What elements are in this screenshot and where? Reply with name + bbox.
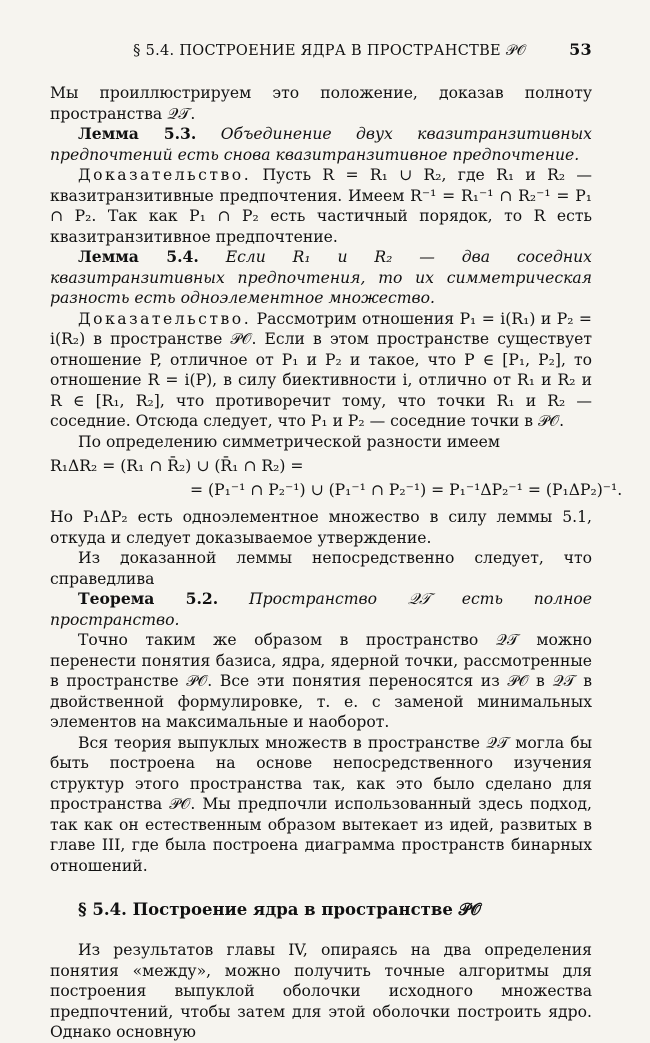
running-header — [50, 40, 592, 59]
lemma-5-3-label: Лемма 5.3. — [78, 124, 197, 143]
paragraph-intro: Мы проиллюстрируем это положение, доказав полноту пространства 𝒬𝒯. — [50, 84, 592, 123]
formula-line-1: R₁ΔR₂ = (R₁ ∩ R̄₂) ∪ (R̄₁ ∩ R₂) = — [50, 457, 304, 475]
section-heading: § 5.4. Построение ядра в пространстве 𝒫𝒪 — [78, 900, 481, 919]
paragraph-theory: Вся теория выпуклых множеств в пространстве 𝒬𝒯 могла бы быть построена на основе непосредственного изучения структур этого пространства так, как это было сделано для пространства 𝒫𝒪. Мы предпочли использованный здесь подход, так как он естественным образом вытекает из идей, развитых в главе III, где была построена диаграмма пространств бинарных отношений. — [50, 733, 592, 875]
running-head: § 5.4. ПОСТРОЕНИЕ ЯДРА В ПРОСТРАНСТВЕ 𝒫𝒪 — [133, 43, 527, 59]
proof-5-4-text: Рассмотрим отношения P₁ = i(R₁) и P₂ = i(R₂) в пространстве 𝒫𝒪. Если в этом пространстве существует отношение P, отличное от P₁ и P₂ и такое, что P ∈ [P₁, P₂], то отношение R = i(P), в силу биективности i, отлично от R₁ и R₂ и R ∈ [R₁, R₂], что противоречит тому, что точки R₁ и R₂ — соседние. Отсюда следует, что P₁ и P₂ — соседние точки в 𝒫𝒪. — [50, 309, 592, 430]
theorem-5-2 — [50, 589, 592, 630]
theorem-text: Пространство 𝒬𝒯 есть полное пространство. — [50, 590, 592, 629]
lemma-5-3-text: Объединение двух квазитранзитивных предпочтений есть снова квазитранзитивное предпочтение. — [50, 125, 592, 164]
paragraph-transfer: Точно таким же образом в пространство 𝒬𝒯 можно перенести понятия базиса, ядра, ядерной точки, рассмотренные в пространстве 𝒫𝒪. Все эти понятия переносятся из 𝒫𝒪 в 𝒬𝒯 в двойственной формулировке, т. е. с заменой минимальных элементов на максимальные и наоборот. — [50, 631, 592, 731]
formula-line-2: = (P₁⁻¹ ∩ P₂⁻¹) ∪ (P₁⁻¹ ∩ P₂⁻¹) = P₁⁻¹ΔP₂⁻¹ = (P₁ΔP₂)⁻¹. — [190, 481, 623, 499]
lemma-5-4-text: Если R₁ и R₂ — два соседних квазитранзитивных предпочтения, то их симметрическая разность есть одноэлементное множество. — [50, 248, 592, 307]
paragraph-follows: Из доказанной леммы непосредственно следует, что справедлива — [50, 549, 592, 588]
paragraph-conclusion: Но P₁ΔP₂ есть одноэлементное множество в силу леммы 5.1, откуда и следует доказываемое утверждение. — [50, 508, 592, 547]
proof-5-3 — [50, 165, 592, 247]
paragraph-definition: По определению симметрической разности имеем — [78, 432, 500, 451]
page-number: 53 — [569, 40, 592, 59]
theorem-label: Теорема 5.2. — [78, 589, 219, 608]
proof-5-3-text: Пусть R = R₁ ∪ R₂, где R₁ и R₂ — квазитранзитивные предпочтения. Имеем R⁻¹ = R₁⁻¹ ∩ R₂⁻¹ = P₁ ∩ P₂. Так как P₁ ∩ P₂ есть частичный порядок, то R есть квазитранзитивное предпочтение. — [50, 166, 592, 246]
proof-label: Доказательство. — [78, 166, 252, 184]
lemma-5-3 — [50, 124, 592, 165]
lemma-5-4-label: Лемма 5.4. — [78, 247, 199, 266]
proof-5-4 — [50, 309, 592, 432]
proof-label-2: Доказательство. — [78, 309, 252, 328]
lemma-5-4 — [50, 247, 592, 309]
paragraph-last: Из результатов главы IV, опираясь на два определения понятия «между», можно получить точные алгоритмы для построения выпуклой оболочки исходного множества предпочтений, чтобы затем для этой оболочки построить ядро. Однако основную — [50, 941, 592, 1041]
